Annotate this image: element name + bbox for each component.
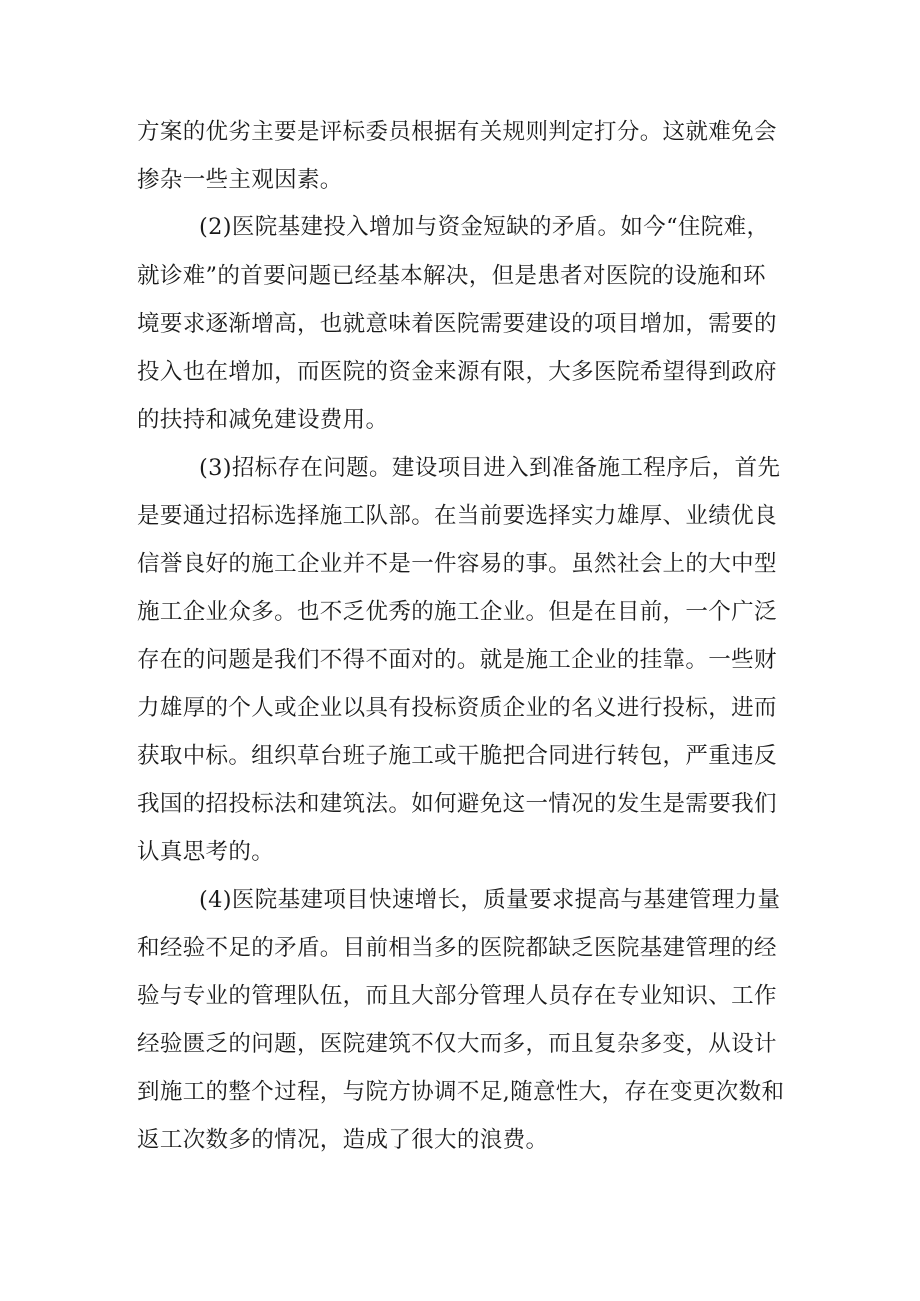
paragraph-2-line-2: 就诊难”的首要问题已经基本解决，但是患者对医院的设施和环 bbox=[137, 263, 766, 289]
paragraph-4-line-1: (4)医院基建项目快速增长，质量要求提高与基建管理力量 bbox=[199, 887, 781, 913]
paragraph-4-line-3: 验与专业的管理队伍，而且大部分管理人员存在专业知识、工作 bbox=[137, 983, 777, 1009]
paragraph-4-line-2: 和经验不足的矛盾。目前相当多的医院都缺乏医院基建管理的经 bbox=[137, 935, 777, 961]
paragraph-2-line-4: 投入也在增加，而医院的资金来源有限，大多医院希望得到政府 bbox=[137, 359, 777, 385]
paragraph-1-line-1: 方案的优劣主要是评标委员根据有关规则判定打分。这就难免会 bbox=[137, 119, 777, 145]
paragraph-4-line-4: 经验匮乏的问题，医院建筑不仅大而多，而且复杂多变，从设计 bbox=[137, 1031, 777, 1057]
paragraph-3-line-5: 存在的问题是我们不得不面对的。就是施工企业的挂靠。一些财 bbox=[137, 647, 777, 673]
paragraph-3-line-8: 我国的招投标法和建筑法。如何避免这一情况的发生是需要我们 bbox=[137, 791, 777, 817]
paragraph-2-line-1: (2)医院基建投入增加与资金短缺的矛盾。如今“住院难， bbox=[199, 214, 770, 240]
paragraph-3-line-2: 是要通过招标选择施工队部。在当前要选择实力雄厚、业绩优良 bbox=[137, 503, 777, 529]
paragraph-2-line-3: 境要求逐渐增高，也就意味着医院需要建设的项目增加，需要的 bbox=[137, 311, 777, 337]
paragraph-3-line-1: (3)招标存在问题。建设项目进入到准备施工程序后，首先 bbox=[199, 455, 781, 481]
paragraph-3-line-6: 力雄厚的个人或企业以具有投标资质企业的名义进行投标，进而 bbox=[137, 695, 777, 721]
paragraph-1-line-2: 掺杂一些主观因素。 bbox=[137, 167, 343, 193]
paragraph-4-line-6: 返工次数多的情况，造成了很大的浪费。 bbox=[137, 1127, 549, 1153]
paragraph-4-line-5: 到施工的整个过程，与院方协调不足,随意性大，存在变更次数和 bbox=[137, 1079, 785, 1105]
paragraph-3-line-3: 信誉良好的施工企业并不是一件容易的事。虽然社会上的大中型 bbox=[137, 551, 777, 577]
paragraph-3-line-9: 认真思考的。 bbox=[137, 839, 275, 865]
paragraph-3-line-7: 获取中标。组织草台班子施工或干脆把合同进行转包，严重违反 bbox=[137, 743, 777, 769]
paragraph-2-line-5: 的扶持和减免建设费用。 bbox=[137, 407, 389, 433]
paragraph-3-line-4: 施工企业众多。也不乏优秀的施工企业。但是在目前，一个广泛 bbox=[137, 599, 777, 625]
